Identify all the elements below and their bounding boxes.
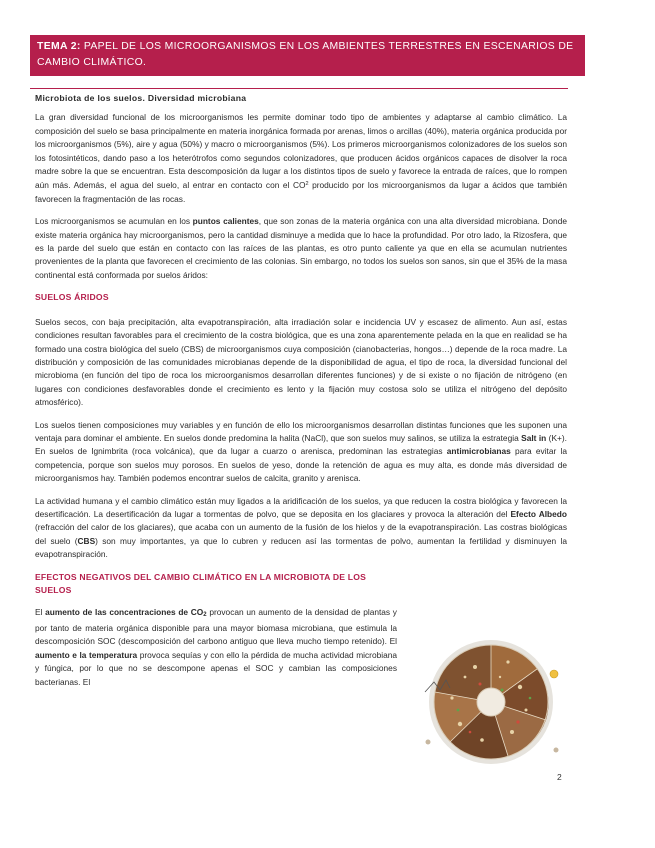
paragraph: La actividad humana y el cambio climático están muy ligados a la aridificación de los suelos, ya que reducen la costra biológica y favorecen la desertificación. La desertificación da lugar a tormentas de polvo, que se deposita en los glaciares y provoca la alteración del Efecto Albedo (refracción del calor de los glaciares), que acaba con un aumento de la fusión de los hielos y de la evapotranspiración. Las costras biológicas del suelo (CBS) son muy importantes, ya que lo cubren y reducen así las tormentas de polvo, aumentan la fertilidad y disminuyen la evapotranspiración. [35, 495, 567, 560]
chapter-banner [30, 35, 585, 76]
tema-label: TEMA 2: [37, 41, 81, 52]
soil-microbiome-illustration [420, 632, 562, 770]
header-rule [30, 88, 568, 89]
paragraph: El aumento de las concentraciones de CO2 provocan un aumento de la densidad de plantas y por tanto de materia orgánica disponible para una mayor biomasa microbiana, que estimula la descomposición SOC (descomposición del carbono antiguo que lleva mucho tiempo retenido). El aumento e la temperatura provoca sequías y con ello la pérdida de mucha actividad microbiana y fúngica, por lo que no se descompone apenas el SOC y cambian las composiciones bacterianas. El [35, 606, 397, 687]
soil-wheel-graphic [420, 632, 562, 770]
paragraph: Los suelos tienen composiciones muy variables y en función de ello los microorganismos desarrollan distintas funciones que les suponen una ventaja para dominar el ambiente. En suelos donde predomina la halita (NaCl), que son suelos muy salinos, se utiliza la estrategia Salt in (K+). En suelos de Ignimbrita (roca volcánica), que da lugar a cuarzo o arenisca, predominan las estrategias antimicrobianas para evitar la competencia, porque son suelos muy porosos. En suelos de yeso, donde la retención de agua es muy alta, es donde más diversidad de microorganismos hay. También podemos encontrar suelos de calcita, granito y arenisca. [35, 419, 567, 484]
page-number: 2 [557, 772, 562, 782]
page-content [35, 90, 567, 698]
section-heading-suelos-aridos: SUELOS ÁRIDOS [35, 292, 109, 303]
section-heading-efectos: EFECTOS NEGATIVOS DEL CAMBIO CLIMÁTICO EN LA MICROBIOTA DE LOS SUELOS [35, 571, 367, 595]
section-heading-microbiota: Microbiota de los suelos. Diversidad microbiana [35, 93, 247, 103]
paragraph: Los microorganismos se acumulan en los puntos calientes, que son zonas de la materia orgánica con una alta diversidad microbiana. Donde existe materia orgánica hay microorganismos, pero la cantidad disminuye a medida que lo hace la profundidad. Por otro lado, la Rizosfera, que es la parde del suelo que están en contacto con las raíces de las plantas, es otro punto caliente ya que en ella se acumulan nutrientes provenientes de la planta que favorecen el crecimiento de las colonias. Sin embargo, no todos los suelos son sanos, sin que el 35% de la masa continental está conformada por suelos áridos: [35, 216, 567, 280]
paragraph: Suelos secos, con baja precipitación, alta evapotranspiración, alta irradiación solar e incidencia UV y escasez de alimento. Aun así, estas condiciones resultan favorables para el crecimiento de la costra biológica, que es una zona aparentemente pelada en la que en realidad se ha formado una costra biológica del suelo (CBS) de microorganismos cuya composición (cianobacterias, hongos…) depende de la roca madre. La distribución y composición de las comunidades microbianas depende de la disponibilidad de agua, el tipo de roca, la diversidad funcional del microbioma (en función del tipo de roca los microorganismos desarrollan diferentes funciones) y de si existe o no fijación de nitrógeno (en lugares con condiciones desfavorables donde el crecimiento es lento y la fijación muy costosa solo se utiliza el nitrógeno del depósito atmosférico). [35, 316, 567, 408]
paragraph: La gran diversidad funcional de los microorganismos les permite dominar todo tipo de ambientes y adaptarse al cambio climático. La composición del suelo se basa principalmente en materia inorgánica formada por arenas, limos o arcillas (40%), materia orgánica producida por los microorganismos (5%), aire y agua (50%) y macro o microorganismos (5%). Los primeros microorganismos colonizadores de los suelos son los fotosintéticos, dando paso a los heterótrofos como segundos colonizadores, que producen ácidos orgánicos capaces de disolver la roca madre sobre la que se encuentran. Esta descomposición da lugar a los distintos tipos de suelo y favorece la entrada de raíces, que lo rompen aún más. Además, el agua del suelo, al entrar en contacto con el $CO^2$ producido por los microorganismos da lugar a ácidos que también favorecen la fragmentación de las rocas. [35, 112, 568, 204]
chapter-title: PAPEL DE LOS MICROORGANISMOS EN LOS AMBIENTES TERRESTRES EN ESCENARIOS DE CAMBIO CLIMÁTICO. [37, 41, 574, 68]
